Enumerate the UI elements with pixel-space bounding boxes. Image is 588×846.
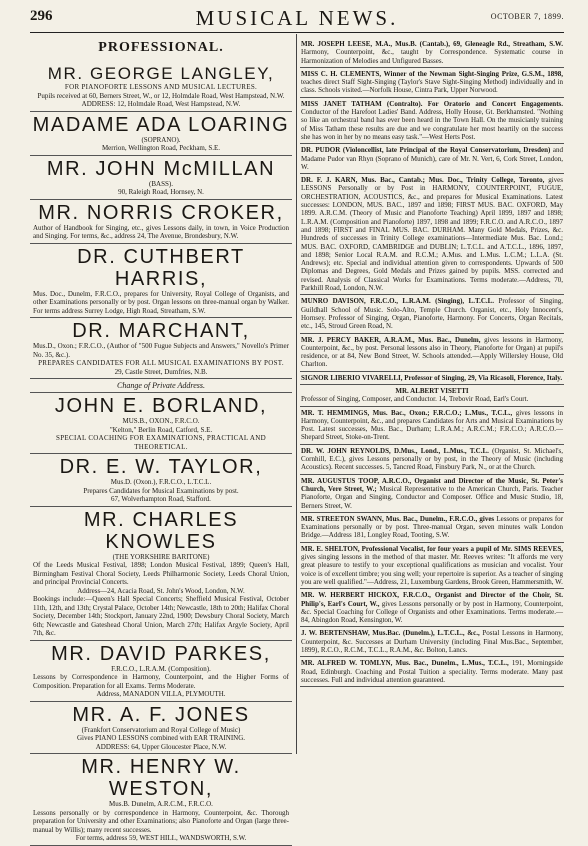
advert-line: PREPARES CANDIDATES FOR ALL MUSICAL EXAMINATIONS BY POST. [38,359,284,367]
advert-entry [300,385,564,407]
advert-card [30,200,292,244]
advert-name: DR. MARCHANT, [72,320,250,342]
advert-line: Mus.D. (Oxon.), F.R.C.O., L.T.C.L. [110,478,212,486]
advert-entry [300,68,564,98]
advert-line: Mus.B. Dunelm, A.R.C.M., F.R.C.O. [109,800,213,808]
advert-entry [300,174,564,295]
advert-text: Lessons or prepares for Examinations personally or by post. Three-manual Organ, seven minutes walk London Bridge.—Address 181, Longley Road, Tooting, S.W. [301,514,564,540]
advert-card [30,62,292,112]
page-number: 296 [30,8,53,24]
advert-lead: MISS C. H. CLEMENTS, Winner of the Newman Sight-Singing Prize, G.S.M., 1898, [301,69,563,78]
advert-lead: J. W. BERTENSHAW, Mus.Bac. (Dunelm.), L.T.C.L., &c., [301,629,480,638]
advert-lead: MR. E. SHELTON, Professional Vocalist, for four years a pupil of Mr. SIMS REEVES, [301,544,563,553]
advert-lead: MISS JANET TATHAM (Contralto). For Oratorio and Concert Engagements. [301,99,563,108]
advert-text: Postal Lessons in Harmony, Counterpoint, &c. Successes at Durham University (including Final Mus.Bac., September, 1899), R.C.O., R.C.M., T.C.L., R.A.M., &c. Bolton, Lancs. [301,629,563,654]
advert-line: (THE YORKSHIRE BARITONE) [112,552,210,561]
advert-entry [300,38,564,68]
advert-lead: DR. PUDOR (Violoncellist, late Principal of the Royal Conservatorium, Dresden) [301,146,551,155]
advert-text: Conductor of the Harefoot Ladies' Band. Address, Holly House, Gt. Berkhamsted. "Nothing so like an orchestral band has ever been heard in the Town Hall. On the musicianly training of Miss Tatham these results are due and we congratulate her most heartily on the success she has won in her by no means easy task."—West Herts Post. [301,108,563,141]
advert-lead: MR. JOSEPH LEESE, M.A., Mus.B. (Cantab.), 69, Gleneagle Rd., Streatham, S.W. [301,40,563,48]
advert-name: JOHN E. BORLAND, [54,395,268,417]
advert-text: teaches direct Staff Sight-Singing (Taylor's Stave Sight-Singing Method) individually and in class. Schools visited.—Norfolk House, Cintra Park, Upper Norwood. [301,78,563,95]
advert-line: (Frankfort Conservatorium and Royal College of Music) [81,725,241,734]
advert-lead: MR. STREETON SWANN, Mus. Bac., Dunelm., F.R.C.O., gives [301,514,495,523]
advert-name: MR. HENRY W. WESTON, [81,756,241,800]
advert-line: SPECIAL COACHING FOR EXAMINATIONS, PRACTICAL AND THEORETICAL. [56,434,266,451]
advert-line: Lessons by Correspondence in Harmony, Counterpoint, and the Higher Forms of Composition. Preparation for all Exams. Terms Moderate. [33,673,289,690]
header-rule [30,32,564,33]
advert-lead: MR. W. HERBERT HICKOX, F.R.C.O., Organist and Director of the Choir, St. Philip's, Earl's Court, W., [301,591,563,608]
column-divider [296,34,297,754]
advert-entry [300,407,564,445]
advert-name: DR. E. W. TAYLOR, [59,456,263,478]
advert-line: (SOPRANO). [141,135,181,144]
advert-line: Of the Leeds Musical Festival, 1898; London Musical Festival, 1899; Queen's Hall, Birmingham Festival Choral Society, Leeds Philharmonic Society, Leeds Choral Union, and principal Provincial Concerts. [33,561,289,586]
advert-entry [300,445,564,475]
advert-entry [300,657,564,687]
advert-line: Bookings include:—Queen's Hall Special Concerts; Sheffield Musical Festival, October 11th, 12th, and 13th; Crystal Palace, October 14th; Newcastle, 18th to 20th; Halifax Choral Society, December 14th; Stockport, January 22nd, 1900; Dewsbury Choral Society, March 6th; Newcastle and Gateshead Choral Union, March 27th; Halifax Argyle Society, April 7th, &c. [33,595,289,637]
advert-line: 90, Raleigh Road, Hornsey, N. [118,188,204,196]
advert-lead: DR. W. JOHN REYNOLDS, D.Mus., Lond., L.Mus., T.C.L. [301,446,489,455]
section-title: PROFESSIONAL. [98,40,224,55]
advert-lead: DR. F. J. KARN, Mus. Bac., Cantab.; Mus. Doc., Trinity College, Toronto, [301,176,545,185]
advert-line: Mus. Doc., Dunelm, F.R.C.O., prepares for University, Royal College of Organists, and other Examinations personally or by post. Organ lessons on three-manual organ by Walker. For terms address Surrey Lodge, High Road, Streatham, S.W. [33,289,289,315]
left-column [30,38,292,842]
advert-lead: MR. J. PERCY BAKER, A.R.A.M., Mus. Bac., Dunelm, [301,335,481,344]
advert-line: Address, MANADON VILLA, PLYMOUTH. [96,690,226,698]
advert-text: Professor of Singing, Composer, and Conductor. 14, Trebovir Road, Earl's Court. [301,395,529,404]
advert-line: Merrion, Wellington Road, Peckham, S.E. [101,144,221,152]
advert-line: 67, Wolverhampton Road, Stafford. [111,495,211,503]
advert-card [30,454,292,507]
advert-line: FOR PIANOFORTE LESSONS AND MUSICAL LECTURES. [64,83,258,91]
advert-line: Pupils received at 60, Berners Street, W., or 12, Holmdale Road, West Hampstead, N.W. [37,91,285,100]
advert-card [30,641,292,702]
professional-cards-continued [30,393,292,846]
professional-entries [300,38,564,687]
advert-name: DR. CUTHBERT HARRIS, [77,245,245,290]
advert-entry [300,543,564,589]
advert-name: MADAME ADA LOARING [32,113,290,136]
advert-text: Professor of Singing, Guildhall School of Music. Solo-Alto, Temple Church. Organist, etc., Holy Innocent's, Hornsey. Professor of Singing, Organ, Pianoforte, Harmony. For Concerts, Organ Recitals, etc., 145, Stroud Green Road, N. [301,297,563,331]
advert-entry [300,334,564,372]
advert-card [30,393,292,454]
advert-line: 29, Castle Street, Dumfries, N.B. [114,367,208,376]
advert-entry [300,513,564,543]
advert-entry [300,98,564,144]
advert-entry [300,627,564,657]
advert-card [30,156,292,200]
advert-text: Harmony, Counterpoint, &c., taught by Correspondence. Systematic course in Harmonization of Melodies and Unfigured Basses. [301,48,563,65]
advert-line: Lessons personally or by correspondence in Harmony, Counterpoint, &c. Thorough preparation for University and other Examinations; also Pianoforte and Organ (large three-manual by Willis); many recent successes. [33,808,289,834]
advert-text: gives Lessons personally or by post in Harmony, Counterpoint, &c. Special Coaching for College of Organists and other Examinations. Terms moderate.—84, Abingdon Road, Kensington, W. [301,599,563,625]
advert-text: gives lessons in Harmony, Counterpoint, &c., by post. Personal lessons also in Theory, Pianoforte for Organ) at pupil's residence, or at 84, New Bond Street, W. Schools attended.—Apply Willersley House, Old Charlton. [301,335,563,369]
advert-text: (Organist, St. Michael's, Cornhill, E.C.), gives Lessons personally or by post, in the Theory of Music (including Acoustics). Recent successes. 5, Tancred Road, Finsbury Park, N., or at the Church. [301,446,563,472]
advert-text: Musical Representative to the American Church, Paris. Teacher Pianoforte, Organ and Singing, Conductor and Composer. Office and Music Studio, 18, Berners Street, W. [301,484,563,510]
right-column [300,38,564,754]
advert-card [30,702,292,755]
advert-name: MR. CHARLES KNOWLES [83,508,239,553]
advert-lead: MR. ALBERT VISETTI [395,386,469,395]
advert-card [30,244,292,319]
advert-text: 191, Morningside Road, Edinburgh. Coaching and Postal Tuition a speciality. Terms moderate. Many past successes. Full and individual attention guaranteed. [301,659,564,684]
advert-text: and Madame Pudor van Rhyn (Soprano of Munich), care of Mr. N. Vert, 6, Cork Street, London, W. [301,146,564,171]
advert-lead: MR. AUGUSTUS TOOP, A.R.C.O., Organist and Director of the Music, St. Peter's Church, Vere Street, W.; [301,476,563,493]
advert-line: "Kelton," Berlin Road, Catford, S.E. [109,425,213,434]
advert-line: Address—24, Acacia Road, St. John's Wood, London, N.W. [77,586,245,595]
issue-date: OCTOBER 7, 1899. [490,12,564,21]
advert-entry [300,144,564,174]
professional-cards [30,62,292,379]
advert-name: MR. JOHN McMILLAN [46,157,276,180]
advert-name: MR. GEORGE LANGLEY, [47,64,275,83]
private-address-heading: Change of Private Address. [30,379,292,393]
advert-entry [300,295,564,333]
advert-line: Author of Handbook for Singing, etc., gives Lessons daily, in town, in Voice Production and Singing. For terms, &c., address 24, The Avenue, Brondesbury, N.W. [33,223,289,240]
advert-entry [300,589,564,627]
advert-lead: MUNRO DAVISON, F.R.C.O., L.R.A.M. (Singing), L.T.C.L. [301,297,495,306]
advert-line: MUS.B., OXON., F.R.C.O. [122,417,200,425]
advert-name: MR. DAVID PARKES, [51,642,271,665]
advert-line: For terms, address 59, WEST HILL, WANDSWORTH, S.W. [75,834,247,842]
masthead-title: MUSICAL NEWS. [195,6,399,30]
advert-lead: MR. T. HEMMINGS, Mus. Bac., Oxon.; F.R.C.O.; L.Mus., T.C.L., [301,408,513,417]
advert-name: MR. NORRIS CROKER, [38,201,284,224]
advert-card [30,112,292,156]
advert-card [30,318,292,379]
page-header [30,6,564,28]
advert-entry [300,372,564,385]
advert-line: Gives PIANO LESSONS combined with EAR TRAINING. [76,734,246,742]
advert-line: ADDRESS: 64, Upper Gloucester Place, N.W. [95,742,227,751]
advert-card [30,507,292,641]
advert-card [30,754,292,846]
advert-line: ADDRESS: 12, Holmdale Road, West Hampstead, N.W. [81,100,241,108]
advert-line: Mus.D., Oxon.; F.R.C.O., (Author of "500 Fugue Subjects and Answers," Novello's Primer No. 35, &c.). [33,342,289,359]
advert-text: gives singing lessons in the method of that master. Mr. Reeves writes: "It affords me very great pleasure to testify to your exceptional qualifications as musician and vocalist. Your voice is of excellent timbre; you sing well; your repertoire is superior. As a teacher of singing you are well qualified."—Address, 21, Luxemburg Gardens, Brook Green, Hammersmith, W. [301,553,563,586]
advert-line: Prepares Candidates for Musical Examinations by post. [83,486,239,495]
advert-text: gives lessons in Harmony, Counterpoint, &c., and prepares Candidates for Arts and Musical Examinations by Post. Latest successes, Mus. Bac., Durham; L.R.A.M.; A.R.C.M.; F.R.C.O.; A.R.C.O.—Shepard Street, Stoke-on-Trent. [301,408,563,442]
advert-name: MR. A. F. JONES [72,703,250,726]
advert-text: gives LESSONS Personally or by Post in HARMONY, COUNTERPOINT, FUGUE, ORCHESTRATION, ACOUSTICS, &c., and prepares for Musical Examinations. Latest successes: LONDON, MUS. BAC., 1897 and 1898; FIRST MUS. BAC. OXFORD, May 1899. A.R.C.M. (Theory of Music and Pianoforte Teaching) April 1899, 1897 and 1898; L.R.A.M. (Composition and Pianoforte) 1897, 1898 and 1899; F.R.C.O. and A.R.C.O., 1897 and 1898; FIRST and FINAL MUS. BAC. DURHAM. Many Gold Medals, Prizes, &c. Hundreds of successes in Trinity College examinations—Intermediate Mus. Bac. Lond.; MUS. BAC. OXFORD, CAMBRIDGE and DUBLIN; L.T.C.L. and A.T.C.L., 1896, 1897, and 1898; Senior Local R.A.M. and R.C.M.; A.Mus. and L.Mus. L.C.M.; L.L.A. (St. Andrews); etc. Special and individual attention given to correspondents. Upwards of 500 Diplomas and Degrees, Gold Medals and Prizes gained by pupils. MSS. corrected and revised. Analysis of Classical Works for Examinations. Terms moderate.—Address, 70, Parkhill Road, London, N.W. [301,176,563,293]
advert-entry [300,475,564,513]
advert-lead: MR. ALFRED W. TOMLYN, Mus. Bac., Dunelm., L.Mus., T.C.L., [301,659,509,668]
advert-line: (BASS). [149,179,173,188]
advert-heading [301,387,563,395]
advert-line: F.R.C.O., L.R.A.M. (Composition). [111,664,211,673]
advert-lead: SIGNOR LIBERIO VIVARELLI, Professor of Singing, 29, Via Ricasoli, Florence, Italy. [301,373,563,382]
